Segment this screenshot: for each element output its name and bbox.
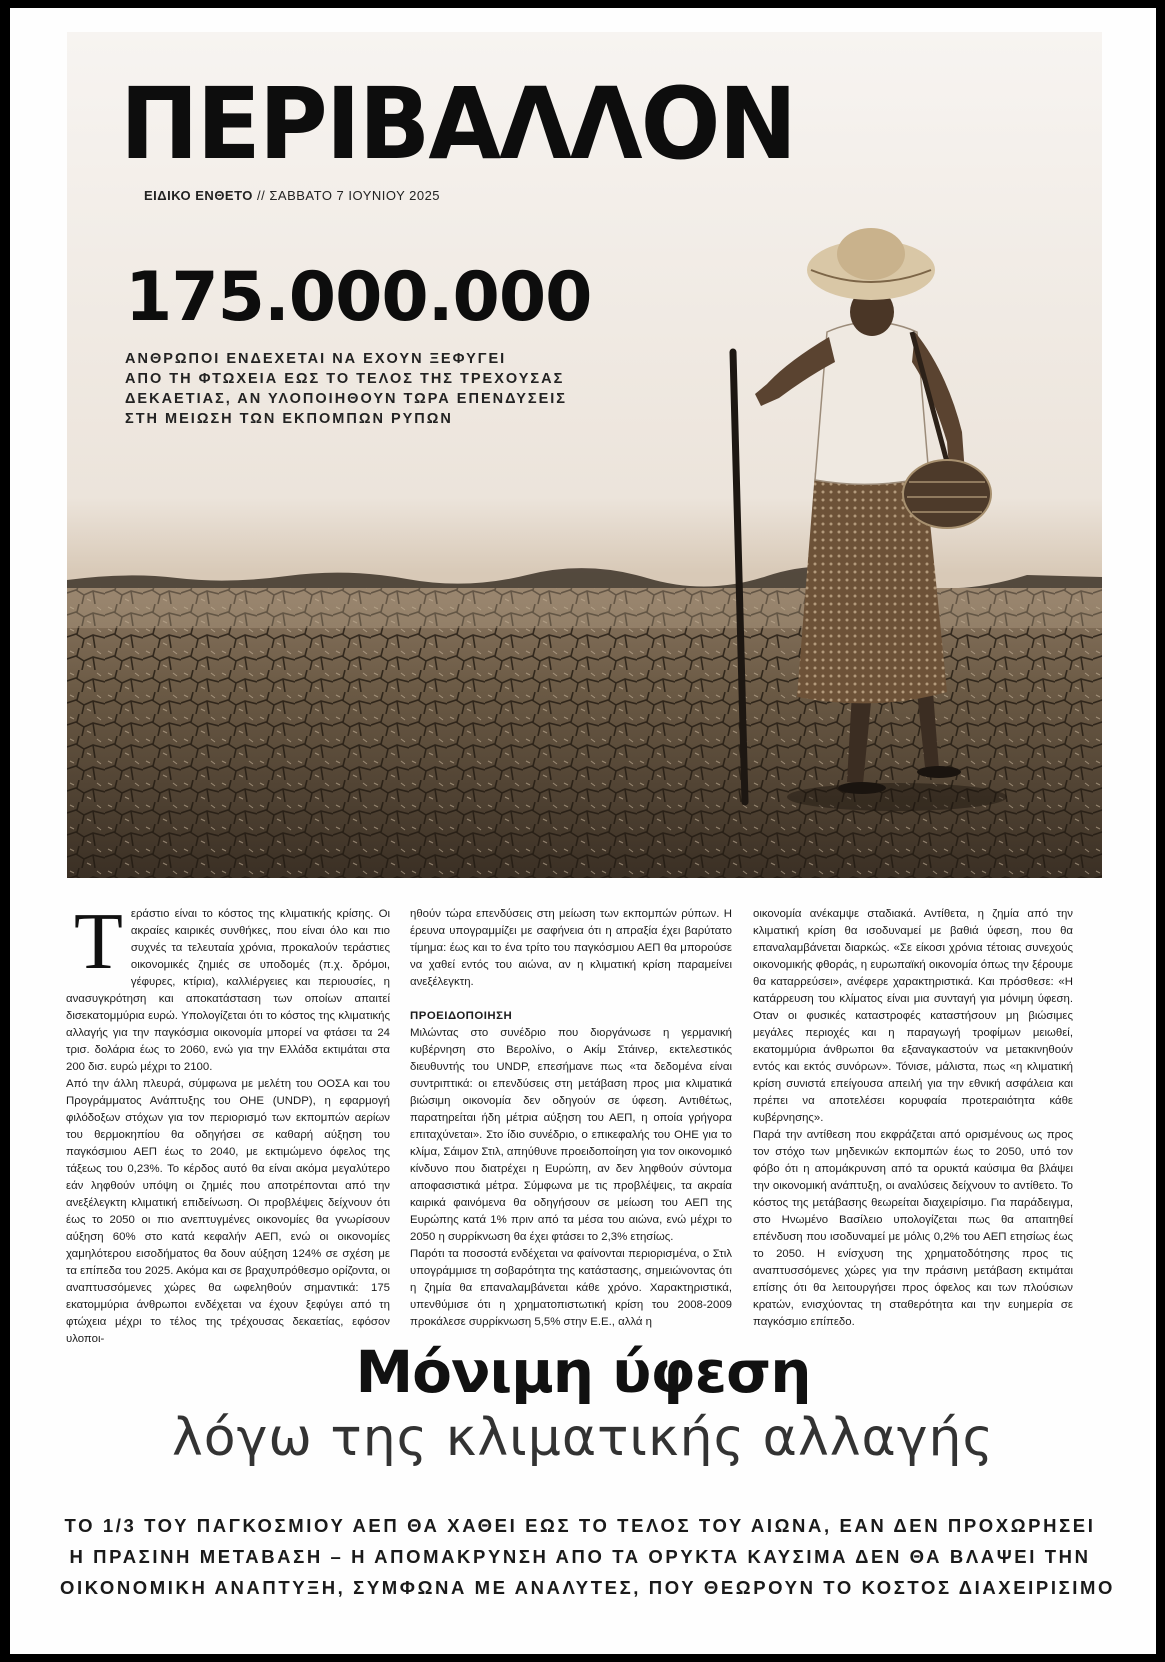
section-label: ΕΙΔΙΚΟ ΕΝΘΕΤΟ (144, 188, 253, 203)
drop-cap: Τ (74, 898, 123, 986)
dateline (144, 188, 440, 203)
deck-line: ΤΟ 1/3 ΤΟΥ ΠΑΓΚΟΣΜΙΟΥ ΑΕΠ ΘΑ ΧΑΘΕΙ ΕΩΣ ΤΟ ΤΕΛΟΣ ΤΟΥ ΑΙΩΝΑ, ΕΑΝ ΔΕΝ ΠΡΟΧΩΡΗΣΕΙ (64, 1515, 1096, 1536)
stat-caption (125, 349, 567, 429)
article-paragraph: εράστιο είναι το κόστος της κλιματικής κρίσης. Οι ακραίες καιρικές συνθήκες, που είναι όλο και πιο συχνές τα τελευταία χρόνια, προκαλούν τεράστιες οικονομικές ζημιές σε υποδομές (π.χ. δρόμοι, γέφυρες, κτίρια), καλλιέργειες και περιουσίες, η ανασυγκρότηση και αποκατάσταση των οποίων απαιτεί δισεκατομμύρια ευρώ. Υπολογίζεται ότι το κόστος της κλιματικής αλλαγής για την παγκόσμια οικονομία μπορεί να φτάσει τα 24 τρισ. δολάρια έως το 2060, ενώ για την Ελλάδα εκτιμάται στα 200 δισ. ευρώ μέχρι το 2100. (66, 908, 390, 1073)
stat-number: 175.000.000 (125, 258, 592, 337)
stat-caption-line: ΔΕΚΑΕΤΙΑΣ, ΑΝ ΥΛΟΠΟΙΗΘΟΥΝ ΤΩΡΑ ΕΠΕΝΔΥΣΕΙΣ (125, 391, 567, 407)
article-column-2 (410, 906, 732, 1331)
deck-line: ΟΙΚΟΝΟΜΙΚΗ ΑΝΑΠΤΥΞΗ, ΣΥΜΦΩΝΑ ΜΕ ΑΝΑΛΥΤΕΣ, ΠΟΥ ΘΕΩΡΟΥΝ ΤΟ ΚΟΣΤΟΣ ΔΙΑΧΕΙΡΙΣΙΜΟ (60, 1577, 1116, 1598)
newspaper-page (10, 8, 1156, 1654)
deck-summary (60, 1510, 1116, 1603)
article-paragraph: οικονομία ανέκαμψε σταδιακά. Αντίθετα, η ζημία από την κλιματική κρίση θα ισοδυναμεί με βαθιά ύφεση, που θα επαναλαμβάνεται διαρκώς. «Σε είκοσι χρόνια τέτοιας συνεχούς οικονομικής φθοράς, η ευρωπαϊκή οικονομία όπως την ξέρουμε θα καταρρεύσει», ανέφερε χαρακτηριστικά. Και πρόσθεσε: «Η κατάρρευση του κλίματος είναι μια συνταγή για μόνιμη ύφεση. Οταν οι φυσικές καταστροφές καταστήσουν μη βιώσιμες μεγάλες περιοχές και η παραγωγή τροφίμων μειωθεί, εκατομμύρια άνθρωποι θα εξαναγκαστούν να μετακινηθούν εντός και εκτός συνόρων». Τόνισε, μάλιστα, πως «η κλιματική κρίση συνιστά επείγουσα απειλή για την εθνική ασφάλεια και πρέπει να αποτελέσει κορυφαία προτεραιότητα κάθε κυβέρνησης». (753, 908, 1073, 1124)
deck-line: Η ΠΡΑΣΙΝΗ ΜΕΤΑΒΑΣΗ – Η ΑΠΟΜΑΚΡΥΝΣΗ ΑΠΟ ΤΑ ΟΡΥΚΤΑ ΚΑΥΣΙΜΑ ΔΕΝ ΘΑ ΒΛΑΨΕΙ ΤΗΝ (69, 1546, 1091, 1567)
article-column-3 (753, 906, 1073, 1331)
main-headline: Μόνιμη ύφεση (355, 1338, 811, 1406)
masthead-title: ΠΕΡΙΒΑΛΛΟΝ (120, 67, 796, 183)
stat-caption-line: ΑΠΟ ΤΗ ΦΤΩΧΕΙΑ ΕΩΣ ΤΟ ΤΕΛΟΣ ΤΗΣ ΤΡΕΧΟΥΣΑΣ (125, 371, 565, 387)
headline-subline: λόγω της κλιματικής αλλαγής (171, 1408, 995, 1468)
subheading: ΠΡΟΕΙΔΟΠΟΙΗΣΗ (410, 1010, 513, 1022)
issue-date: ΣΑΒΒΑΤΟ 7 ΙΟΥΝΙΟΥ 2025 (269, 188, 441, 203)
article-paragraph: Από την άλλη πλευρά, σύμφωνα με μελέτη του ΟΟΣΑ και του Προγράμματος Ανάπτυξης του ΟΗΕ (UNDP), η εφαρμογή φιλόδοξων στόχων για τον περιορισμό των εκπομπών αερίων του θερμοκηπίου θα οδηγήσει σε καθαρή αύξηση του παγκόσμιου ΑΕΠ έως το 2040, με εκτιμώμενο όφελος της τάξεως του 0,23%. Το κέρδος αυτό θα είναι ακόμα μεγαλύτερο εάν ληφθούν υπόψη οι ζημιές που αποτρέπονται από την ανεξέλεγκτη κλιματική επιδείνωση. Οι προβλέψεις δείχνουν ότι έως το 2050 οι πιο ανεπτυγμένες οικονομίες θα γνωρίσουν αύξηση 60% στο κατά κεφαλήν ΑΕΠ, ενώ οι οικονομίες χαμηλότερου εισοδήματος θα δουν αύξηση 124% σε σχέση με τα επίπεδα του 2025. Ακόμα και σε βραχυπρόθεσμο ορίζοντα, οι αναπτυσσόμενες χώρες θα ωφεληθούν σημαντικά: 175 εκατομμύρια άνθρωποι ενδέχεται να έχουν ξεφύγει από τη φτώχεια μέχρι το τέλος της τρέχουσας δεκαετίας, εφόσον υλοποι- (66, 1078, 390, 1345)
article-column-1 (66, 898, 390, 1348)
article-paragraph: Παρά την αντίθεση που εκφράζεται από ορισμένους ως προς τον στόχο των μηδενικών εκπομπών έως το 2050, υπό τον φόβο ότι η απομάκρυνση από τα ορυκτά καύσιμα θα βλάψει την οικονομική ανάπτυξη, οι αναλύσεις δείχνουν το αντίθετο. Το κόστος της μετάβασης θεωρείται διαχειρίσιμο. Για παράδειγμα, στο Ηνωμένο Βασίλειο υπολογίζεται πως θα απαιτηθεί επένδυση που ισοδυναμεί με μόλις 0,2% του ΑΕΠ ετησίως έως το 2050. Η ενίσχυση της χρηματοδότησης προς τις αναπτυσσόμενες χώρες για την πράσινη μετάβαση εκτιμάται επίσης ότι θα λειτουργήσει προς όφελος και των πλούσιων κρατών, ενισχύοντας τη σταθερότητα και την ευημερία σε παγκόσμιο επίπεδο. (753, 1129, 1073, 1328)
article-paragraph: Παρότι τα ποσοστά ενδέχεται να φαίνονται περιορισμένα, ο Στιλ υπογράμμισε τη σοβαρότητα της κατάστασης, σημειώνοντας ότι η ζημία θα επαναλαμβάνεται κάθε χρόνο. Χαρακτηριστικά, υπενθύμισε ότι η χρηματοπιστωτική κρίση του 2008-2009 προκάλεσε συρρίκνωση 5,5% στην Ε.Ε., αλλά η (410, 1248, 732, 1328)
stat-caption-line: ΑΝΘΡΩΠΟΙ ΕΝΔΕΧΕΤΑΙ ΝΑ ΕΧΟΥΝ ΞΕΦΥΓΕΙ (125, 351, 507, 367)
dateline-separator: // (252, 188, 270, 203)
article-paragraph: ηθούν τώρα επενδύσεις στη μείωση των εκπομπών ρύπων. Η έρευνα υπογραμμίζει με σαφήνεια ότι η απραξία έχει βαρύτατο τίμημα: έως και το ένα τρίτο του παγκόσμιου ΑΕΠ θα μπορούσε να χαθεί εντός του αιώνα, αν η κλιματική κρίση παραμείνει ανεξέλεγκτη. (410, 908, 732, 988)
stat-caption-line: ΣΤΗ ΜΕΙΩΣΗ ΤΩΝ ΕΚΠΟΜΠΩΝ ΡΥΠΩΝ (125, 411, 453, 427)
article-paragraph: Μιλώντας στο συνέδριο που διοργάνωσε η γερμανική κυβέρνηση στο Βερολίνο, ο Ακίμ Στάινερ, εκτελεστικός διευθυντής του UNDP, επεσήμανε πως «τα δεδομένα είναι συντριπτικά: οι επενδύσεις στη μετάβαση προς μια κλιματικά βιώσιμη οικονομία δεν οδηγούν σε ύφεση. Αντιθέτως, παρατηρείται ήδη μέτρια αύξηση του ΑΕΠ, η οποία γρήγορα επιταχύνεται». Στο ίδιο συνέδριο, ο επικεφαλής του ΟΗΕ για το κλίμα, Σάιμον Στιλ, απηύθυνε προειδοποίηση για τον οικονομικό κίνδυνο που διατρέχει η Ευρώπη, αν δεν ληφθούν σύντομα αποφασιστικά μέτρα. Σύμφωνα με τις προβλέψεις, τα ακραία καιρικά φαινόμενα θα οδηγήσουν σε μείωση του ΑΕΠ της Ευρώπης κατά 1% πριν από τα μέσα του αιώνα, ενώ μέχρι το 2050 η συρρίκνωση θα έχει φτάσει το 2,3% ετησίως. (410, 1027, 732, 1243)
